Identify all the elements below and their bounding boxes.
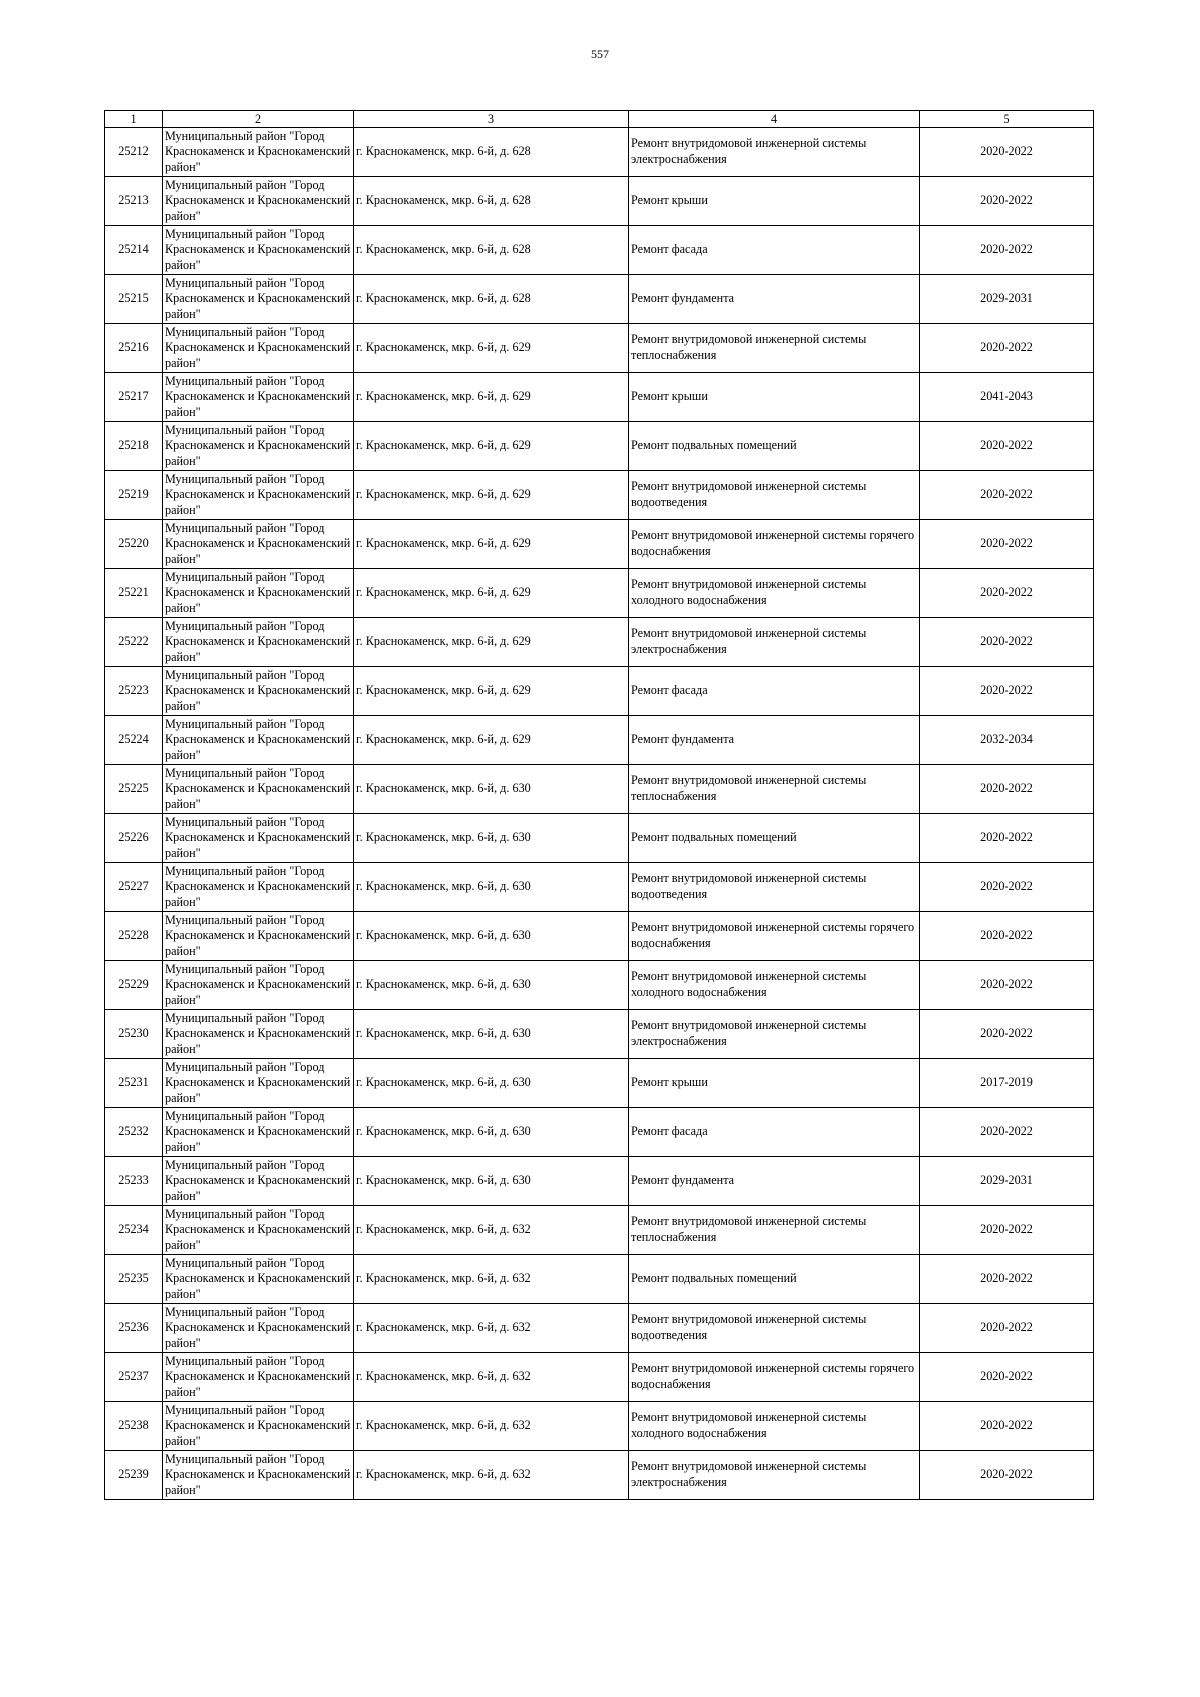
work-type-cell: Ремонт внутридомовой инженерной системы водоотведения	[629, 1304, 920, 1353]
period-cell: 2020-2022	[920, 1402, 1094, 1451]
table-row	[105, 863, 1094, 912]
table-row	[105, 1206, 1094, 1255]
table-row	[105, 373, 1094, 422]
table-row	[105, 226, 1094, 275]
period-cell: 2020-2022	[920, 961, 1094, 1010]
table-row	[105, 667, 1094, 716]
address-cell: г. Краснокаменск, мкр. 6-й, д. 632	[354, 1451, 629, 1500]
address-cell: г. Краснокаменск, мкр. 6-й, д. 632	[354, 1353, 629, 1402]
table-header	[105, 111, 1094, 128]
period-cell: 2020-2022	[920, 177, 1094, 226]
row-number-cell: 25220	[105, 520, 163, 569]
table-row	[105, 1353, 1094, 1402]
municipality-cell: Муниципальный район "Город Краснокаменск и Краснокаменский район"	[163, 1402, 354, 1451]
table-row	[105, 618, 1094, 667]
work-type-cell: Ремонт внутридомовой инженерной системы водоотведения	[629, 471, 920, 520]
work-type-cell: Ремонт внутридомовой инженерной системы электроснабжения	[629, 618, 920, 667]
table-row	[105, 1108, 1094, 1157]
municipality-cell: Муниципальный район "Город Краснокаменск и Краснокаменский район"	[163, 275, 354, 324]
address-cell: г. Краснокаменск, мкр. 6-й, д. 630	[354, 961, 629, 1010]
period-cell: 2020-2022	[920, 765, 1094, 814]
row-number-cell: 25222	[105, 618, 163, 667]
row-number-cell: 25218	[105, 422, 163, 471]
table-row	[105, 1059, 1094, 1108]
address-cell: г. Краснокаменск, мкр. 6-й, д. 630	[354, 1157, 629, 1206]
row-number-cell: 25228	[105, 912, 163, 961]
row-number-cell: 25225	[105, 765, 163, 814]
municipality-cell: Муниципальный район "Город Краснокаменск и Краснокаменский район"	[163, 1304, 354, 1353]
period-cell: 2029-2031	[920, 275, 1094, 324]
period-cell: 2041-2043	[920, 373, 1094, 422]
work-type-cell: Ремонт фундамента	[629, 275, 920, 324]
table-row	[105, 1157, 1094, 1206]
row-number-cell: 25223	[105, 667, 163, 716]
period-cell: 2017-2019	[920, 1059, 1094, 1108]
period-cell: 2020-2022	[920, 471, 1094, 520]
period-cell: 2020-2022	[920, 520, 1094, 569]
period-cell: 2020-2022	[920, 1010, 1094, 1059]
row-number-cell: 25217	[105, 373, 163, 422]
period-cell: 2020-2022	[920, 569, 1094, 618]
work-type-cell: Ремонт фасада	[629, 667, 920, 716]
row-number-cell: 25216	[105, 324, 163, 373]
work-type-cell: Ремонт внутридомовой инженерной системы электроснабжения	[629, 128, 920, 177]
row-number-cell: 25221	[105, 569, 163, 618]
work-type-cell: Ремонт внутридомовой инженерной системы теплоснабжения	[629, 324, 920, 373]
table-row	[105, 1402, 1094, 1451]
municipality-cell: Муниципальный район "Город Краснокаменск и Краснокаменский район"	[163, 1206, 354, 1255]
work-type-cell: Ремонт фундамента	[629, 716, 920, 765]
work-type-cell: Ремонт внутридомовой инженерной системы горячего водоснабжения	[629, 912, 920, 961]
work-type-cell: Ремонт фасада	[629, 1108, 920, 1157]
address-cell: г. Краснокаменск, мкр. 6-й, д. 629	[354, 667, 629, 716]
work-type-cell: Ремонт внутридомовой инженерной системы горячего водоснабжения	[629, 1353, 920, 1402]
row-number-cell: 25239	[105, 1451, 163, 1500]
period-cell: 2020-2022	[920, 912, 1094, 961]
column-header-2: 2	[163, 111, 354, 128]
municipality-cell: Муниципальный район "Город Краснокаменск и Краснокаменский район"	[163, 618, 354, 667]
address-cell: г. Краснокаменск, мкр. 6-й, д. 629	[354, 569, 629, 618]
period-cell: 2020-2022	[920, 1304, 1094, 1353]
table-row	[105, 128, 1094, 177]
work-type-cell: Ремонт внутридомовой инженерной системы теплоснабжения	[629, 1206, 920, 1255]
table-row	[105, 1451, 1094, 1500]
work-type-cell: Ремонт внутридомовой инженерной системы холодного водоснабжения	[629, 1402, 920, 1451]
column-header-1: 1	[105, 111, 163, 128]
table-row	[105, 765, 1094, 814]
address-cell: г. Краснокаменск, мкр. 6-й, д. 628	[354, 226, 629, 275]
table-row	[105, 177, 1094, 226]
work-type-cell: Ремонт фундамента	[629, 1157, 920, 1206]
work-type-cell: Ремонт внутридомовой инженерной системы теплоснабжения	[629, 765, 920, 814]
municipality-cell: Муниципальный район "Город Краснокаменск и Краснокаменский район"	[163, 471, 354, 520]
municipality-cell: Муниципальный район "Город Краснокаменск и Краснокаменский район"	[163, 324, 354, 373]
address-cell: г. Краснокаменск, мкр. 6-й, д. 630	[354, 1059, 629, 1108]
row-number-cell: 25236	[105, 1304, 163, 1353]
address-cell: г. Краснокаменск, мкр. 6-й, д. 628	[354, 275, 629, 324]
municipality-cell: Муниципальный район "Город Краснокаменск и Краснокаменский район"	[163, 1255, 354, 1304]
municipality-cell: Муниципальный район "Город Краснокаменск и Краснокаменский район"	[163, 814, 354, 863]
period-cell: 2020-2022	[920, 226, 1094, 275]
address-cell: г. Краснокаменск, мкр. 6-й, д. 629	[354, 471, 629, 520]
period-cell: 2020-2022	[920, 1206, 1094, 1255]
municipality-cell: Муниципальный район "Город Краснокаменск и Краснокаменский район"	[163, 1059, 354, 1108]
row-number-cell: 25215	[105, 275, 163, 324]
work-type-cell: Ремонт крыши	[629, 177, 920, 226]
period-cell: 2029-2031	[920, 1157, 1094, 1206]
table-row	[105, 716, 1094, 765]
table-body	[105, 128, 1094, 1500]
work-type-cell: Ремонт внутридомовой инженерной системы электроснабжения	[629, 1010, 920, 1059]
period-cell: 2020-2022	[920, 667, 1094, 716]
work-type-cell: Ремонт подвальных помещений	[629, 422, 920, 471]
table-row	[105, 422, 1094, 471]
period-cell: 2020-2022	[920, 1451, 1094, 1500]
address-cell: г. Краснокаменск, мкр. 6-й, д. 632	[354, 1402, 629, 1451]
address-cell: г. Краснокаменск, мкр. 6-й, д. 630	[354, 1010, 629, 1059]
period-cell: 2020-2022	[920, 863, 1094, 912]
table-row	[105, 1010, 1094, 1059]
table-row	[105, 471, 1094, 520]
row-number-cell: 25227	[105, 863, 163, 912]
header-row	[105, 111, 1094, 128]
row-number-cell: 25212	[105, 128, 163, 177]
period-cell: 2032-2034	[920, 716, 1094, 765]
row-number-cell: 25235	[105, 1255, 163, 1304]
period-cell: 2020-2022	[920, 618, 1094, 667]
work-type-cell: Ремонт фасада	[629, 226, 920, 275]
period-cell: 2020-2022	[920, 1255, 1094, 1304]
address-cell: г. Краснокаменск, мкр. 6-й, д. 632	[354, 1206, 629, 1255]
register-table	[104, 110, 1094, 1500]
address-cell: г. Краснокаменск, мкр. 6-й, д. 628	[354, 128, 629, 177]
address-cell: г. Краснокаменск, мкр. 6-й, д. 632	[354, 1304, 629, 1353]
row-number-cell: 25214	[105, 226, 163, 275]
row-number-cell: 25224	[105, 716, 163, 765]
municipality-cell: Муниципальный район "Город Краснокаменск и Краснокаменский район"	[163, 128, 354, 177]
municipality-cell: Муниципальный район "Город Краснокаменск и Краснокаменский район"	[163, 1010, 354, 1059]
work-type-cell: Ремонт крыши	[629, 1059, 920, 1108]
row-number-cell: 25231	[105, 1059, 163, 1108]
municipality-cell: Муниципальный район "Город Краснокаменск и Краснокаменский район"	[163, 912, 354, 961]
page-number: 557	[591, 47, 609, 61]
municipality-cell: Муниципальный район "Город Краснокаменск и Краснокаменский район"	[163, 1157, 354, 1206]
period-cell: 2020-2022	[920, 128, 1094, 177]
municipality-cell: Муниципальный район "Город Краснокаменск и Краснокаменский район"	[163, 422, 354, 471]
column-header-5: 5	[920, 111, 1094, 128]
address-cell: г. Краснокаменск, мкр. 6-й, д. 630	[354, 863, 629, 912]
row-number-cell: 25213	[105, 177, 163, 226]
work-type-cell: Ремонт подвальных помещений	[629, 1255, 920, 1304]
municipality-cell: Муниципальный район "Город Краснокаменск и Краснокаменский район"	[163, 961, 354, 1010]
table-row	[105, 520, 1094, 569]
work-type-cell: Ремонт внутридомовой инженерной системы холодного водоснабжения	[629, 569, 920, 618]
table-row	[105, 569, 1094, 618]
row-number-cell: 25226	[105, 814, 163, 863]
address-cell: г. Краснокаменск, мкр. 6-й, д. 630	[354, 1108, 629, 1157]
work-type-cell: Ремонт крыши	[629, 373, 920, 422]
address-cell: г. Краснокаменск, мкр. 6-й, д. 630	[354, 814, 629, 863]
address-cell: г. Краснокаменск, мкр. 6-й, д. 629	[354, 520, 629, 569]
municipality-cell: Муниципальный район "Город Краснокаменск и Краснокаменский район"	[163, 765, 354, 814]
address-cell: г. Краснокаменск, мкр. 6-й, д. 632	[354, 1255, 629, 1304]
address-cell: г. Краснокаменск, мкр. 6-й, д. 629	[354, 618, 629, 667]
row-number-cell: 25234	[105, 1206, 163, 1255]
municipality-cell: Муниципальный район "Город Краснокаменск и Краснокаменский район"	[163, 863, 354, 912]
municipality-cell: Муниципальный район "Город Краснокаменск и Краснокаменский район"	[163, 569, 354, 618]
table-row	[105, 912, 1094, 961]
row-number-cell: 25219	[105, 471, 163, 520]
municipality-cell: Муниципальный район "Город Краснокаменск и Краснокаменский район"	[163, 226, 354, 275]
address-cell: г. Краснокаменск, мкр. 6-й, д. 630	[354, 765, 629, 814]
row-number-cell: 25238	[105, 1402, 163, 1451]
municipality-cell: Муниципальный район "Город Краснокаменск и Краснокаменский район"	[163, 1108, 354, 1157]
period-cell: 2020-2022	[920, 422, 1094, 471]
municipality-cell: Муниципальный район "Город Краснокаменск и Краснокаменский район"	[163, 667, 354, 716]
table-row	[105, 1304, 1094, 1353]
period-cell: 2020-2022	[920, 1108, 1094, 1157]
table-row	[105, 814, 1094, 863]
work-type-cell: Ремонт внутридомовой инженерной системы горячего водоснабжения	[629, 520, 920, 569]
table-row	[105, 961, 1094, 1010]
row-number-cell: 25232	[105, 1108, 163, 1157]
address-cell: г. Краснокаменск, мкр. 6-й, д. 630	[354, 912, 629, 961]
column-header-4: 4	[629, 111, 920, 128]
period-cell: 2020-2022	[920, 814, 1094, 863]
municipality-cell: Муниципальный район "Город Краснокаменск и Краснокаменский район"	[163, 520, 354, 569]
row-number-cell: 25230	[105, 1010, 163, 1059]
address-cell: г. Краснокаменск, мкр. 6-й, д. 629	[354, 422, 629, 471]
table-row	[105, 1255, 1094, 1304]
work-type-cell: Ремонт внутридомовой инженерной системы электроснабжения	[629, 1451, 920, 1500]
municipality-cell: Муниципальный район "Город Краснокаменск и Краснокаменский район"	[163, 177, 354, 226]
table-row	[105, 324, 1094, 373]
period-cell: 2020-2022	[920, 1353, 1094, 1402]
row-number-cell: 25237	[105, 1353, 163, 1402]
municipality-cell: Муниципальный район "Город Краснокаменск и Краснокаменский район"	[163, 1451, 354, 1500]
period-cell: 2020-2022	[920, 324, 1094, 373]
municipality-cell: Муниципальный район "Город Краснокаменск и Краснокаменский район"	[163, 1353, 354, 1402]
address-cell: г. Краснокаменск, мкр. 6-й, д. 629	[354, 324, 629, 373]
address-cell: г. Краснокаменск, мкр. 6-й, д. 629	[354, 373, 629, 422]
column-header-3: 3	[354, 111, 629, 128]
row-number-cell: 25233	[105, 1157, 163, 1206]
table-row	[105, 275, 1094, 324]
address-cell: г. Краснокаменск, мкр. 6-й, д. 628	[354, 177, 629, 226]
work-type-cell: Ремонт подвальных помещений	[629, 814, 920, 863]
municipality-cell: Муниципальный район "Город Краснокаменск и Краснокаменский район"	[163, 716, 354, 765]
row-number-cell: 25229	[105, 961, 163, 1010]
address-cell: г. Краснокаменск, мкр. 6-й, д. 629	[354, 716, 629, 765]
work-type-cell: Ремонт внутридомовой инженерной системы холодного водоснабжения	[629, 961, 920, 1010]
work-type-cell: Ремонт внутридомовой инженерной системы водоотведения	[629, 863, 920, 912]
municipality-cell: Муниципальный район "Город Краснокаменск и Краснокаменский район"	[163, 373, 354, 422]
